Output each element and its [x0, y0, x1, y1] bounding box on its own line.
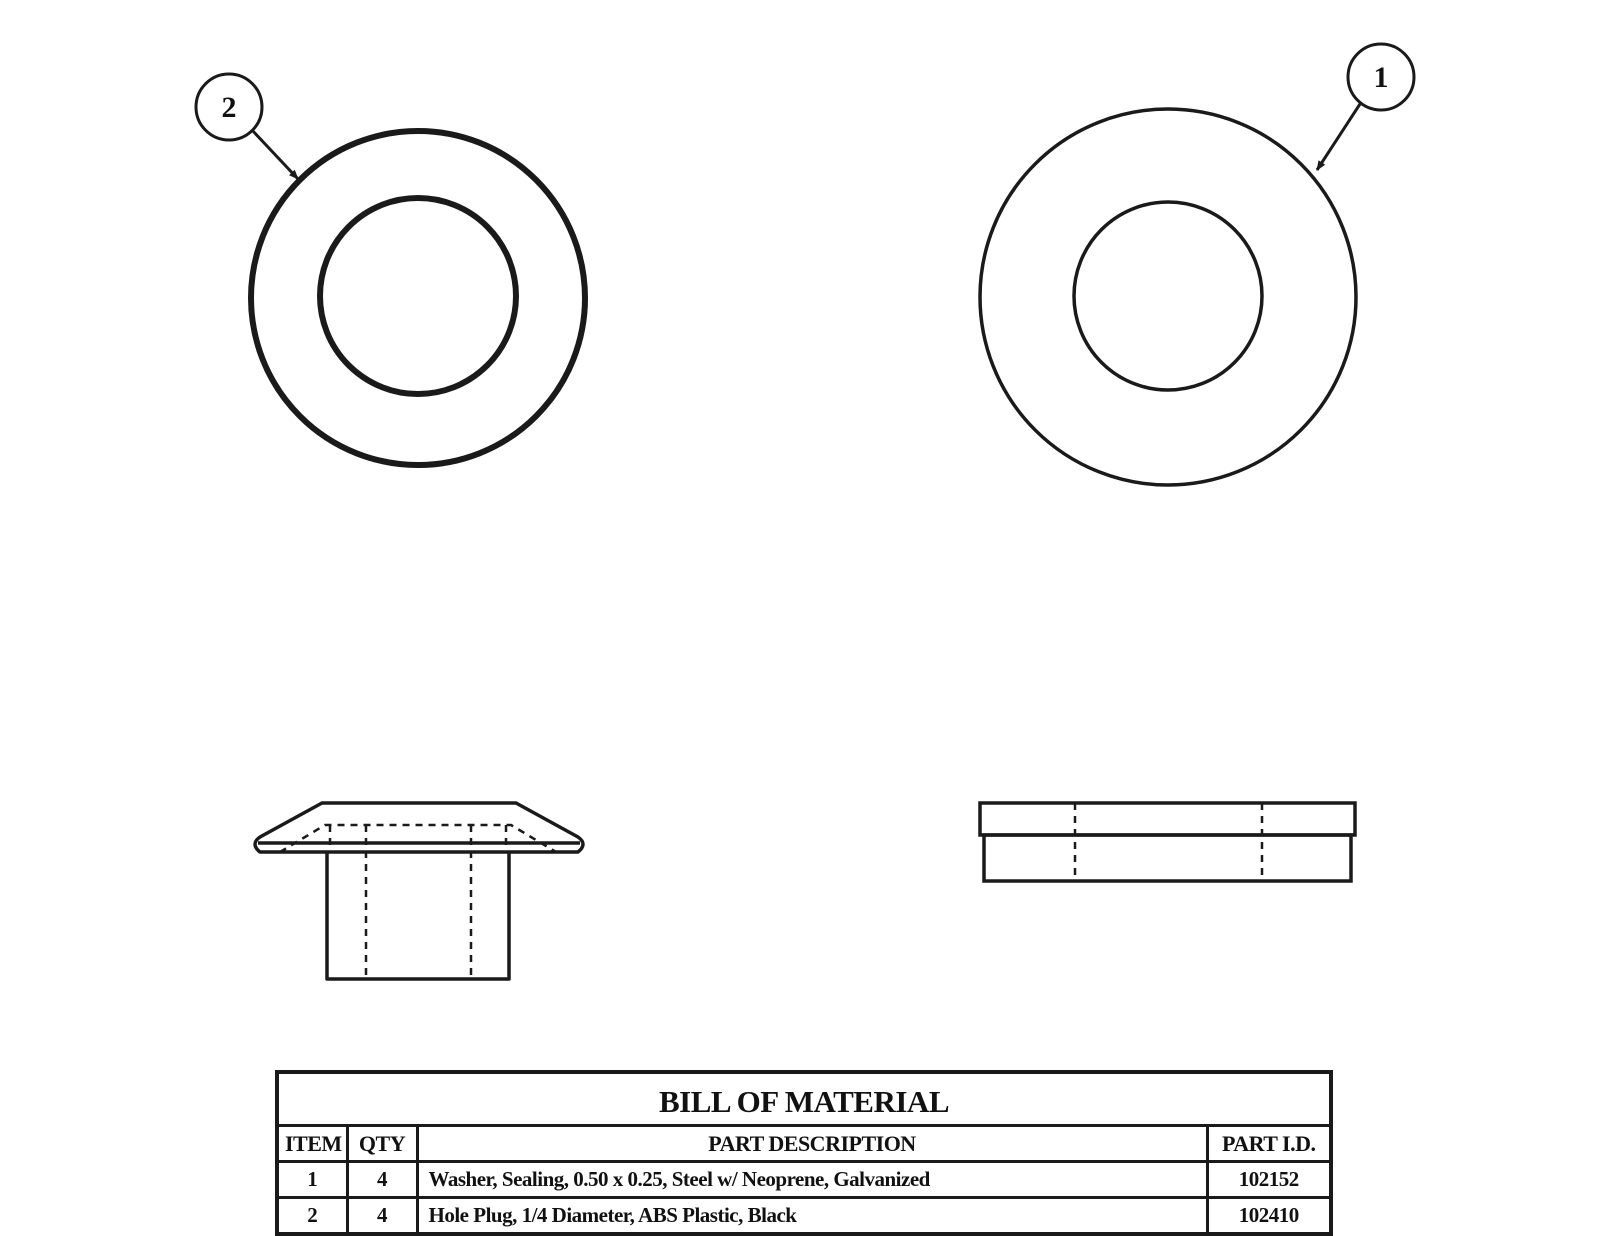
- table-row: [277, 1162, 1331, 1198]
- item-balloon-2: [196, 74, 298, 179]
- bom-title: BILL OF MATERIAL: [277, 1072, 1331, 1126]
- bom-header-qty: QTY: [347, 1126, 417, 1162]
- bom-row-item: 2: [277, 1198, 347, 1235]
- bom-row-part-id: 102152: [1207, 1162, 1331, 1198]
- hole-plug-inner-circle: [320, 198, 516, 394]
- table-row: [277, 1198, 1331, 1235]
- washer-top-view: [980, 109, 1356, 485]
- hole-plug-side-view: [255, 803, 583, 979]
- bom-header-part-id: PART I.D.: [1207, 1126, 1331, 1162]
- bom-row-qty: 4: [347, 1198, 417, 1235]
- bom-row-part-id: 102410: [1207, 1198, 1331, 1235]
- leader-line-2: [252, 130, 298, 179]
- bom-header-description: PART DESCRIPTION: [417, 1126, 1207, 1162]
- bom-row-description: Washer, Sealing, 0.50 x 0.25, Steel w/ Neoprene, Galvanized: [417, 1162, 1207, 1198]
- balloon-1-label: 1: [1373, 61, 1389, 94]
- washer-steel-layer: [980, 803, 1355, 835]
- washer-hidden-lines: [1075, 803, 1262, 881]
- washer-neoprene-layer: [984, 835, 1351, 881]
- bom-row-qty: 4: [347, 1162, 417, 1198]
- bill-of-material-table: [275, 1070, 1333, 1236]
- hole-plug-hidden-lines: [280, 825, 556, 979]
- balloon-2-label: 2: [221, 91, 237, 124]
- bom-header-row: [277, 1126, 1331, 1162]
- washer-side-view: [980, 803, 1355, 881]
- hole-plug-stem: [327, 852, 509, 979]
- leader-line-1: [1317, 104, 1360, 170]
- item-balloon-1: [1317, 44, 1414, 170]
- bom-row-item: 1: [277, 1162, 347, 1198]
- hole-plug-top-view: [251, 131, 585, 465]
- bom-header-item: ITEM: [277, 1126, 347, 1162]
- washer-inner-circle: [1074, 202, 1262, 390]
- bom-row-description: Hole Plug, 1/4 Diameter, ABS Plastic, Black: [417, 1198, 1207, 1235]
- hole-plug-outer-circle: [251, 131, 585, 465]
- washer-outer-circle: [980, 109, 1356, 485]
